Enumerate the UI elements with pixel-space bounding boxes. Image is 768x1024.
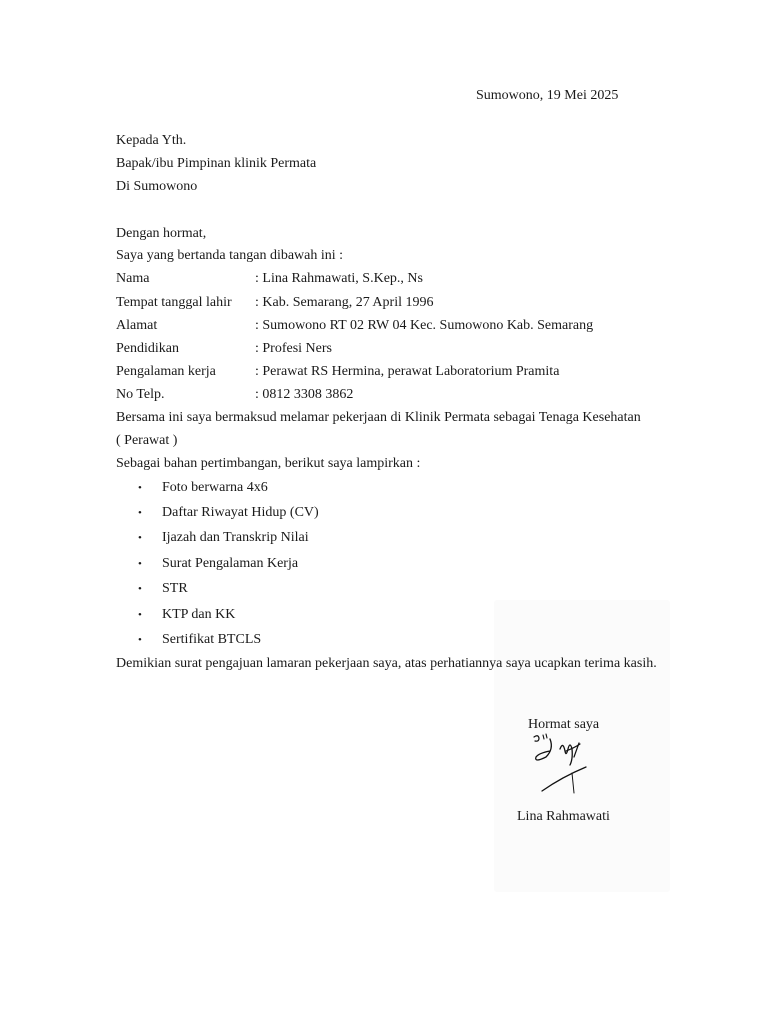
detail-value: : Lina Rahmawati, S.Kep., Ns	[255, 271, 423, 286]
detail-label: Pengalaman kerja	[116, 364, 216, 379]
signer-name: Lina Rahmawati	[517, 809, 610, 824]
bullet-icon: •	[138, 609, 142, 621]
detail-label: Nama	[116, 271, 150, 286]
detail-row-address	[116, 318, 676, 334]
attachment-label: Daftar Riwayat Hidup (CV)	[162, 505, 319, 520]
closing-text: Demikian surat pengajuan lamaran pekerjaan saya, atas perhatiannya saya ucapkan terima kasih.	[116, 656, 657, 671]
bullet-icon: •	[138, 583, 142, 595]
bullet-icon: •	[138, 532, 142, 544]
detail-value: : Profesi Ners	[255, 341, 332, 356]
detail-value: : Sumowono RT 02 RW 04 Kec. Sumowono Kab. Semarang	[255, 318, 594, 333]
detail-label: Tempat tanggal lahir	[116, 295, 232, 310]
detail-label: No Telp.	[116, 387, 165, 402]
signature-icon	[528, 731, 596, 797]
attachments-intro: Sebagai bahan pertimbangan, berikut saya lampirkan :	[116, 456, 421, 471]
attachment-label: Surat Pengalaman Kerja	[162, 556, 299, 571]
attachment-label: Sertifikat BTCLS	[162, 632, 262, 647]
bullet-icon: •	[138, 482, 142, 494]
intro-text: Saya yang bertanda tangan dibawah ini :	[116, 248, 344, 263]
detail-row-education	[116, 341, 676, 357]
purpose-text: Bersama ini saya bermaksud melamar pekerjaan di Klinik Permata sebagai Tenaga Kesehatan	[116, 410, 641, 425]
attachment-label: KTP dan KK	[162, 607, 236, 622]
detail-label: Alamat	[116, 318, 158, 333]
attachment-label: Foto berwarna 4x6	[162, 480, 268, 495]
letter-date: Sumowono, 19 Mei 2025	[476, 88, 619, 103]
bullet-icon: •	[138, 507, 142, 519]
detail-value: : Kab. Semarang, 27 April 1996	[255, 295, 434, 310]
bullet-icon: •	[138, 558, 142, 570]
bullet-icon: •	[138, 634, 142, 646]
attachment-label: Ijazah dan Transkrip Nilai	[162, 530, 309, 545]
salutation: Dengan hormat,	[116, 226, 207, 241]
recipient-line: Bapak/ibu Pimpinan klinik Permata	[116, 156, 317, 171]
recipient-line: Kepada Yth.	[116, 133, 187, 148]
regards-text: Hormat saya	[528, 717, 600, 732]
detail-value: : 0812 3308 3862	[255, 387, 354, 402]
detail-row-name	[116, 271, 676, 287]
detail-row-phone	[116, 387, 676, 403]
detail-label: Pendidikan	[116, 341, 179, 356]
detail-row-birth	[116, 295, 676, 311]
detail-value: : Perawat RS Hermina, perawat Laboratorium Pramita	[255, 364, 560, 379]
attachment-label: STR	[162, 581, 188, 596]
detail-row-experience	[116, 364, 676, 380]
purpose-position: ( Perawat )	[116, 433, 178, 448]
recipient-line: Di Sumowono	[116, 179, 198, 194]
